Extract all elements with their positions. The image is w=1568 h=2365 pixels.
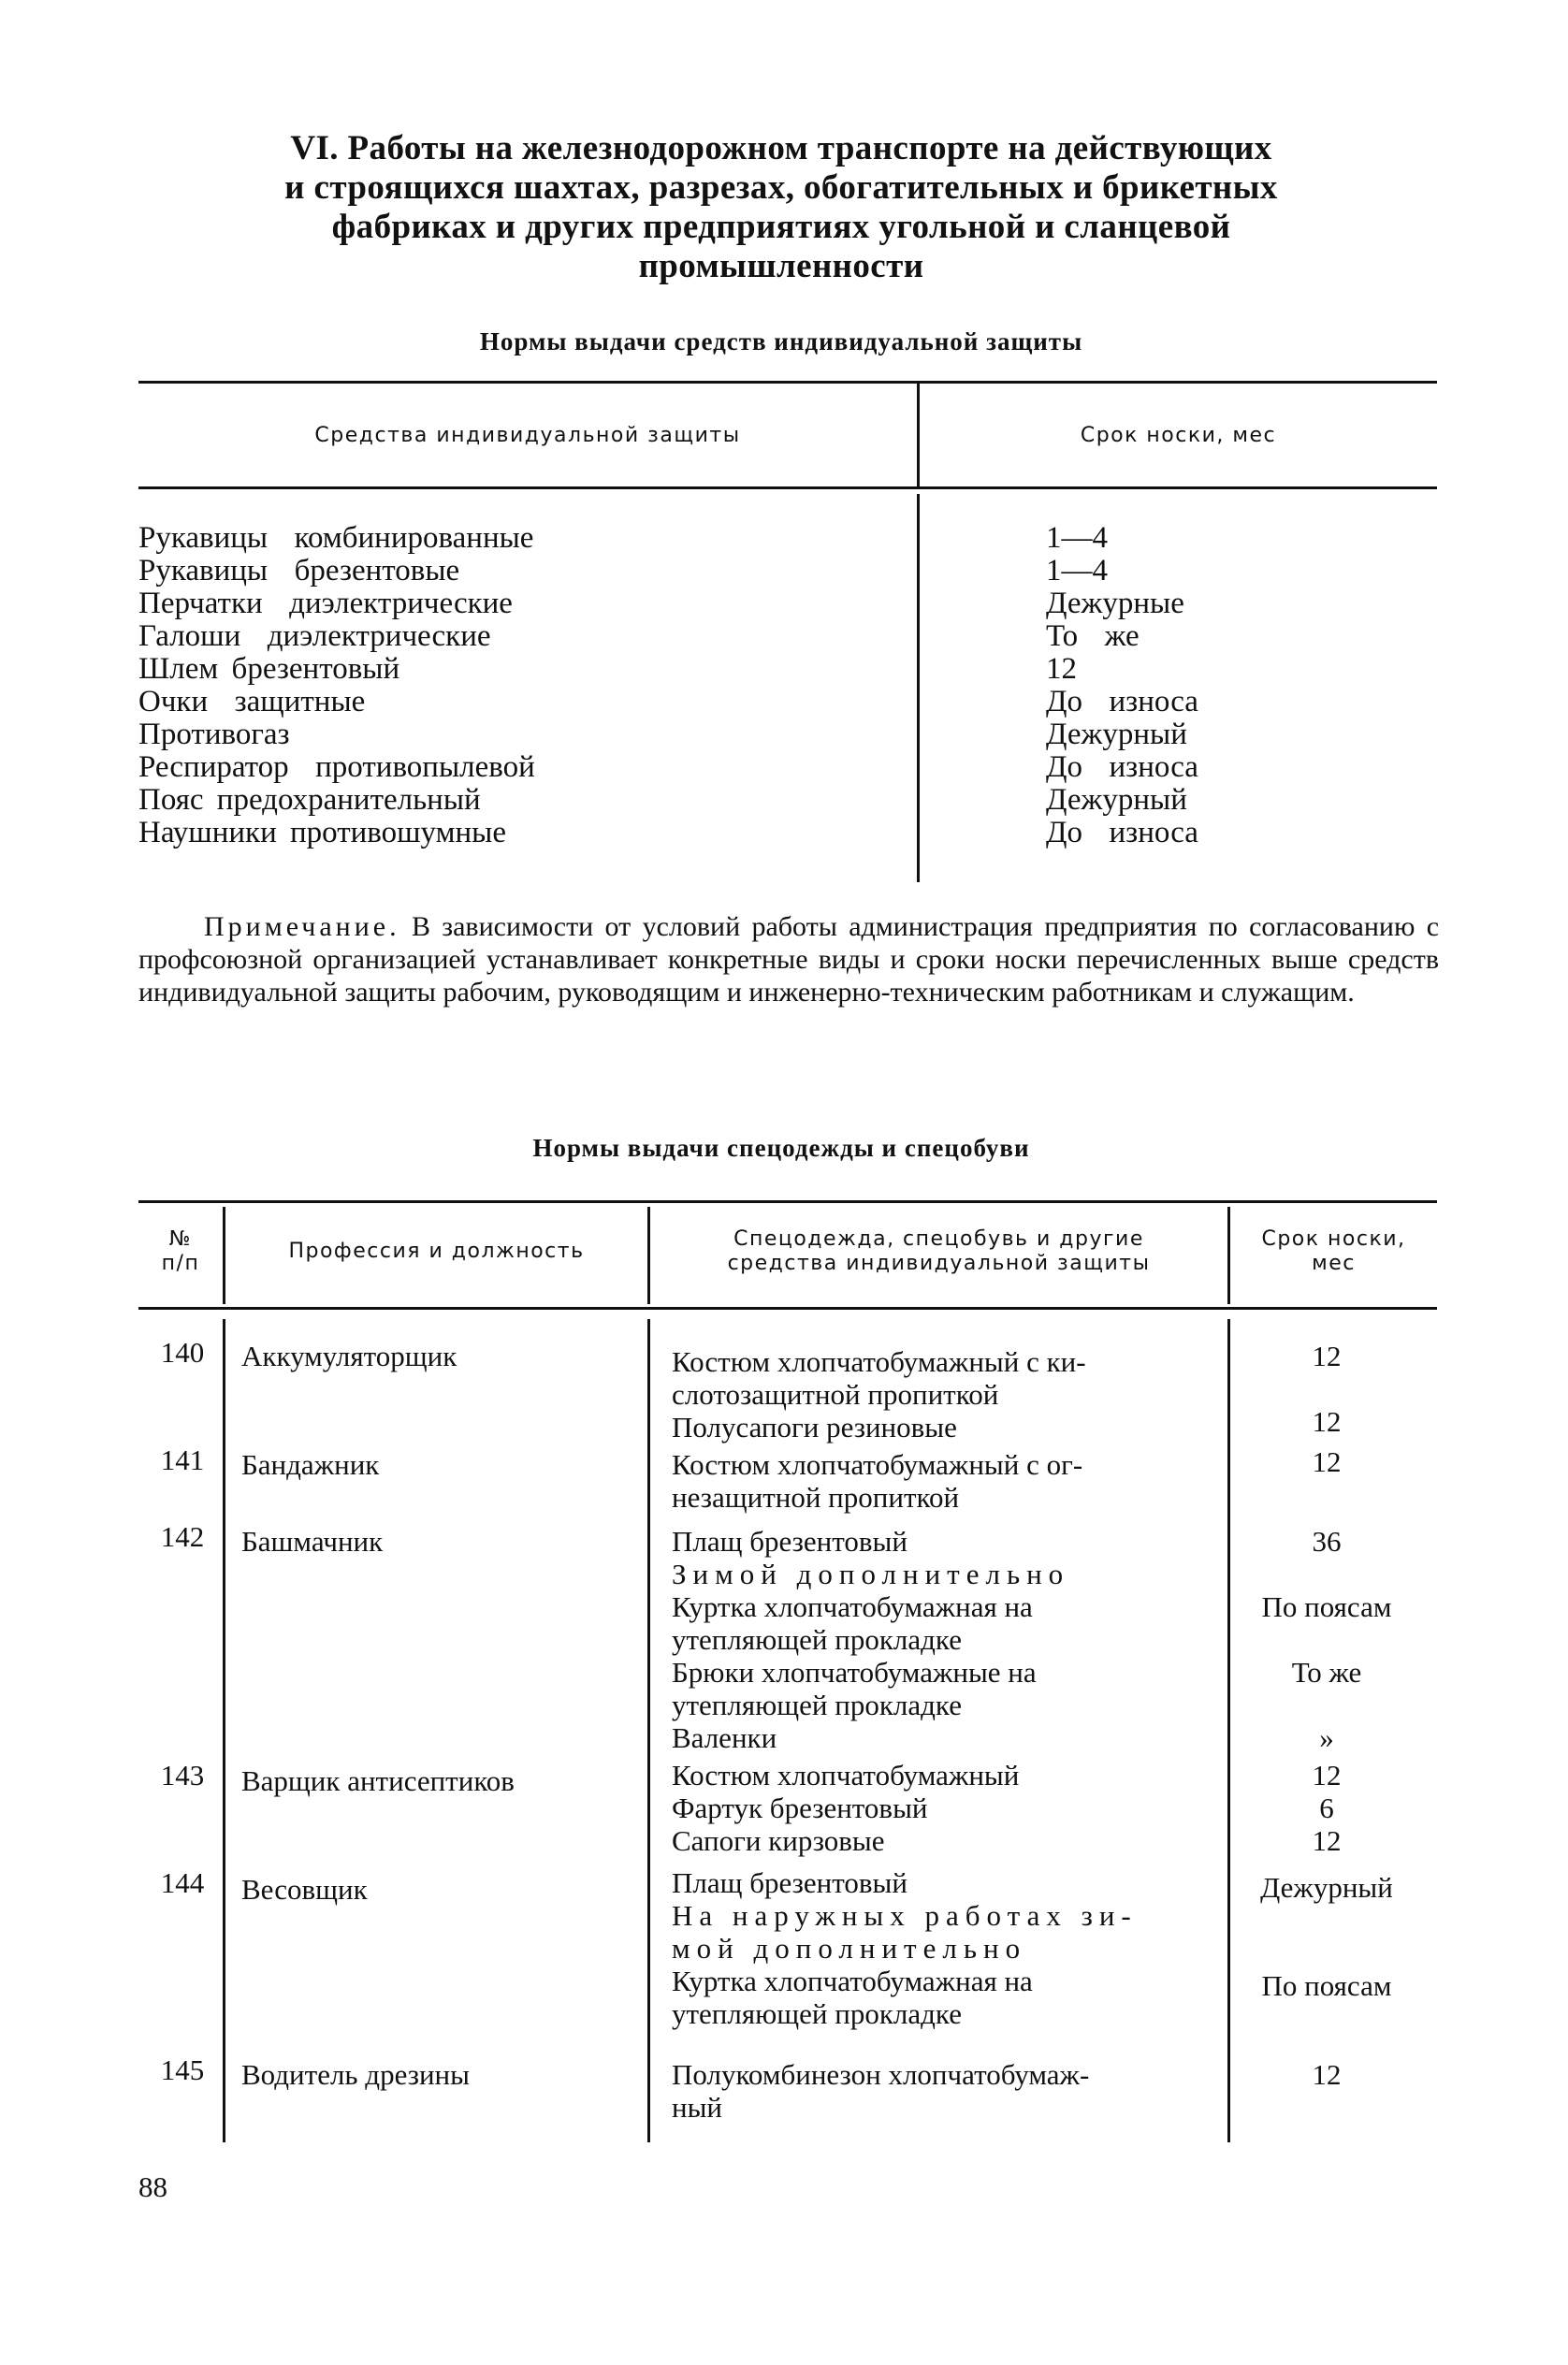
table1-term: Дежурные xyxy=(1046,587,1184,620)
table1-heading: Нормы выдачи средств индивидуальной защиты xyxy=(479,327,1083,355)
term-line: 12 xyxy=(1312,1824,1342,1857)
header-line: средства индивидуальной защиты xyxy=(727,1252,1151,1275)
term-line: 12 xyxy=(1312,1405,1342,1438)
row-terms xyxy=(1233,1871,1420,2035)
item-line: слотозащитной пропиткой xyxy=(672,1378,999,1411)
table2-col-header-profession: Профессия и должность xyxy=(288,1240,585,1263)
item-line: Плащ брезентовый xyxy=(672,1525,907,1558)
term-line: По поясам xyxy=(1261,1590,1392,1623)
table1-item: Рукавицы брезентовые xyxy=(138,554,460,588)
title-line: промышленности xyxy=(638,247,924,285)
row-number: 143 xyxy=(160,1759,205,1792)
table1-term: До износа xyxy=(1046,816,1198,849)
item-line: Куртка хлопчатобумажная на xyxy=(672,1590,1033,1623)
table1-term: То же xyxy=(1046,619,1140,653)
row-items xyxy=(672,1448,1226,1514)
item-line: Плащ брезентовый xyxy=(672,1866,907,1899)
table1-term: До износа xyxy=(1046,750,1198,784)
term-line xyxy=(1233,1937,1420,1969)
title-line: VI. Работы на железнодорожном транспорте на действующих xyxy=(290,129,1272,167)
term-line xyxy=(1233,1623,1420,1656)
item-line: утепляющей прокладке xyxy=(672,1997,962,2030)
term-line: » xyxy=(1319,1721,1334,1754)
table2-heading: Нормы выдачи спецодежды и спецобуви xyxy=(532,1134,1030,1162)
title-line: и строящихся шахтах, разрезах, обогатительных и брикетных xyxy=(284,168,1278,207)
row-terms xyxy=(1233,1525,1420,1754)
page-number: 88 xyxy=(138,2170,167,2203)
term-line xyxy=(1233,2091,1420,2124)
table1-term: До износа xyxy=(1046,685,1198,718)
item-line: утепляющей прокладке xyxy=(672,1689,962,1721)
row-items xyxy=(672,1345,1226,1444)
row-number: 144 xyxy=(160,1866,205,1899)
row-number: 140 xyxy=(160,1336,205,1369)
item-line: Костюм хлопчатобумажный xyxy=(672,1759,1020,1792)
item-line: утепляющей прокладке xyxy=(672,1623,962,1656)
item-line: ный xyxy=(672,2091,723,2124)
table1-item: Перчатки диэлектрические xyxy=(138,587,513,620)
term-line: Дежурный xyxy=(1260,1871,1393,1904)
table2-body-divider-1 xyxy=(223,1319,225,2142)
table1-top-rule xyxy=(138,381,1437,384)
term-line xyxy=(1233,1478,1420,1511)
table1-item: Противогаз xyxy=(138,718,290,751)
table1-term: 12 xyxy=(1046,652,1077,686)
section-title xyxy=(140,129,1422,286)
term-line: 12 xyxy=(1312,2058,1342,2091)
table2-col-header-items xyxy=(650,1227,1227,1276)
item-line: Костюм хлопчатобумажный с ки- xyxy=(672,1345,1086,1378)
table1-body-divider xyxy=(917,494,920,882)
note-text: В зависимости от условий работы администрация предприятия по согласованию с профсоюзной организацией устанавливает конкретные виды и сроки носки перечисленных выше средств индивидуальной защиты рабочим, руководящим и инженерно-техническим работникам и служащим. xyxy=(138,911,1440,1008)
header-line: п/п xyxy=(161,1252,200,1275)
term-line: 12 xyxy=(1312,1445,1342,1478)
term-line xyxy=(1233,1372,1420,1405)
item-line: Фартук брезентовый xyxy=(672,1792,928,1824)
row-number: 141 xyxy=(160,1444,205,1476)
term-line: 6 xyxy=(1319,1792,1334,1824)
row-terms xyxy=(1233,1445,1420,1511)
row-items xyxy=(672,2058,1226,2124)
item-line: Брюки хлопчатобумажные на xyxy=(672,1656,1037,1689)
table2-col-header-term xyxy=(1230,1227,1437,1276)
table2-body-divider-2 xyxy=(647,1319,650,2142)
table1-term: 1—4 xyxy=(1046,554,1108,588)
item-line: мой дополнительно xyxy=(672,1932,1027,1965)
row-number: 142 xyxy=(160,1520,205,1553)
note-label: Примечание. xyxy=(204,911,400,942)
table2-body-divider-3 xyxy=(1227,1319,1230,2142)
table1-terms-column xyxy=(1046,522,1198,849)
table1-term: 1—4 xyxy=(1046,521,1108,555)
row-items xyxy=(672,1866,1226,2030)
header-line: Спецодежда, спецобувь и другие xyxy=(733,1227,1144,1251)
table2-header-rule xyxy=(138,1307,1437,1310)
term-line xyxy=(1233,1904,1420,1937)
header-line: Срок носки, xyxy=(1261,1227,1406,1251)
row-items xyxy=(672,1759,1226,1857)
header-line: мес xyxy=(1312,1252,1356,1275)
header-line: № xyxy=(168,1227,193,1251)
table1-term: Дежурный xyxy=(1046,718,1187,751)
row-profession: Водитель дрезины xyxy=(241,2058,470,2091)
table1-item: Наушники противошумные xyxy=(138,816,506,849)
row-profession: Башмачник xyxy=(241,1525,384,1558)
term-line xyxy=(1233,1689,1420,1721)
table1-item: Респиратор противопылевой xyxy=(138,750,535,784)
item-line: Полусапоги резиновые xyxy=(672,1411,957,1444)
table1-term: Дежурный xyxy=(1046,783,1187,817)
term-line: То же xyxy=(1291,1656,1362,1689)
row-profession: Весовщик xyxy=(241,1873,368,1906)
table1-item: Рукавицы комбинированные xyxy=(138,521,534,555)
term-line xyxy=(1233,2002,1420,2035)
row-profession: Бандажник xyxy=(241,1448,380,1481)
table1-item: Пояс предохранительный xyxy=(138,783,481,817)
row-number: 145 xyxy=(160,2053,205,2086)
term-line: По поясам xyxy=(1261,1969,1392,2002)
table1-item: Очки защитные xyxy=(138,685,366,718)
table1-col-header-term: Срок носки, мес xyxy=(1080,424,1277,447)
item-line: Валенки xyxy=(672,1721,777,1754)
table1-item: Галоши диэлектрические xyxy=(138,619,491,653)
item-line: На наружных работах зи- xyxy=(672,1899,1138,1932)
term-line: 36 xyxy=(1312,1525,1342,1558)
note-paragraph xyxy=(138,910,1439,1008)
row-terms xyxy=(1233,1759,1420,1857)
term-line: 12 xyxy=(1312,1759,1342,1792)
row-profession: Варщик антисептиков xyxy=(241,1764,515,1797)
item-line: Сапоги кирзовые xyxy=(672,1824,885,1857)
row-profession: Аккумуляторщик xyxy=(241,1340,457,1372)
title-line: фабриках и других предприятиях угольной и сланцевой xyxy=(331,208,1231,246)
item-line: Полукомбинезон хлопчатобумаж- xyxy=(672,2058,1090,2091)
term-line: 12 xyxy=(1312,1340,1342,1372)
table1-header-rule xyxy=(138,486,1437,489)
item-line: Куртка хлопчатобумажная на xyxy=(672,1965,1033,1997)
table1-col-header-item: Средства индивидуальной защиты xyxy=(314,424,741,447)
table2-top-rule xyxy=(138,1200,1437,1203)
term-line xyxy=(1233,1558,1420,1590)
row-items xyxy=(672,1525,1226,1754)
table2-col-header-num xyxy=(138,1227,223,1276)
item-line: незащитной пропиткой xyxy=(672,1481,960,1514)
table1-items-column xyxy=(138,522,535,849)
row-terms xyxy=(1233,1340,1420,1438)
item-line: Костюм хлопчатобумажный с ог- xyxy=(672,1448,1083,1481)
table1-item: Шлем брезентовый xyxy=(138,652,400,686)
row-terms xyxy=(1233,2058,1420,2124)
item-line: Зимой дополнительно xyxy=(672,1558,1070,1590)
